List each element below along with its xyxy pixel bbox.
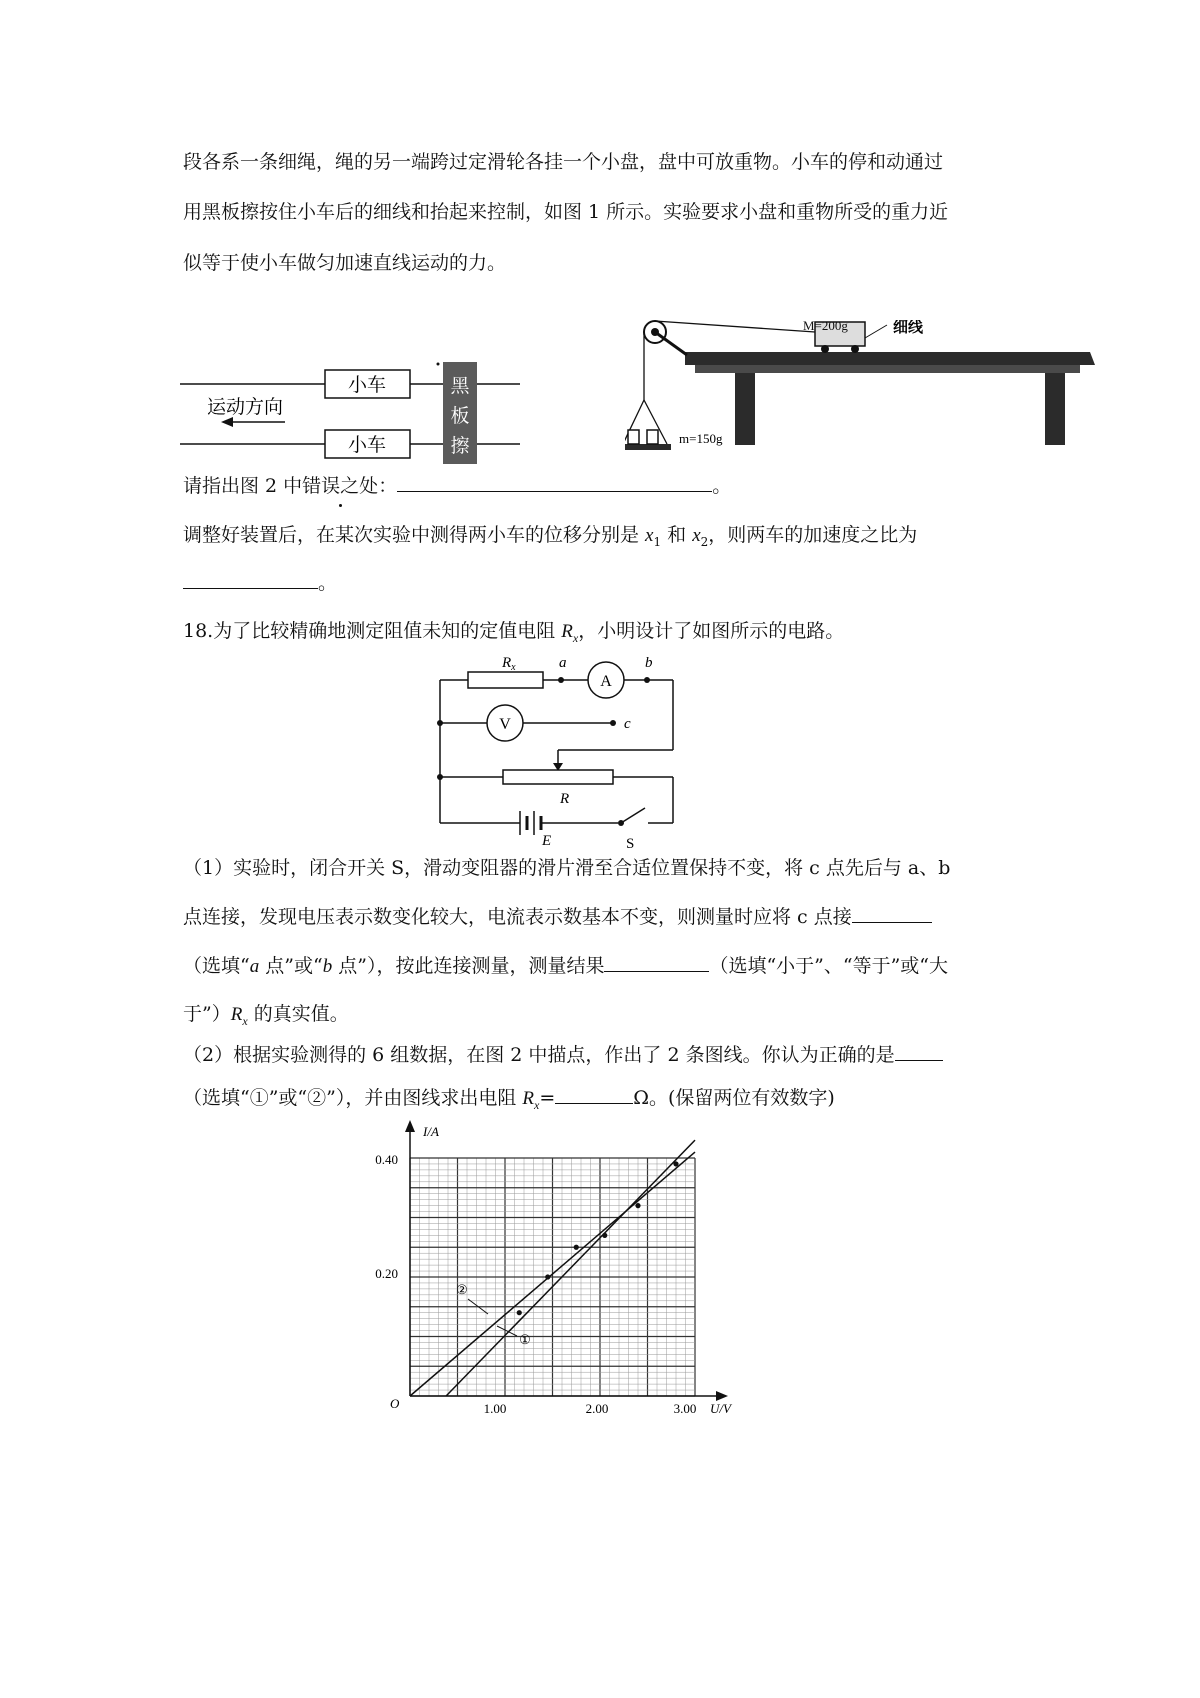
q18-part1-line1: （1）实验时，闭合开关 S，滑动变阻器的滑片滑至合适位置保持不变，将 c 点先后与 a、b xyxy=(183,857,951,879)
pan xyxy=(625,444,671,450)
q18-stem: 18.为了比较精确地测定阻值未知的定值电阻 $R_x$，小明设计了如图所示的电路。 xyxy=(183,620,845,645)
iu-graph xyxy=(360,1118,740,1418)
table-leg-right xyxy=(1045,373,1065,445)
eraser-char-3: 擦 xyxy=(450,436,470,457)
circuit-diagram xyxy=(430,655,700,855)
data-point xyxy=(574,1245,579,1250)
node-a-label: a xyxy=(559,655,567,671)
data-point xyxy=(545,1274,550,1279)
y-tick-1: 0.20 xyxy=(375,1266,398,1281)
cart-mass-label: M=200g xyxy=(803,320,848,333)
line-1-label: ① xyxy=(519,1332,531,1347)
q18-part1-line2: 点连接，发现电压表示数变化较大，电流表示数基本不变，则测量时应将 c 点接 xyxy=(183,902,932,932)
node-c xyxy=(610,720,616,726)
q18-part1-line4: 于$”)R_x$ 的真实值。 xyxy=(183,1003,349,1028)
q17-ratio-answer-line: 。 xyxy=(183,568,337,598)
paragraph-line-1: 段各系一条细绳，绳的另一端跨过定滑轮各挂一个小盘，盘中可放重物。小车的停和动通过 xyxy=(183,151,944,173)
x-axis-label: U/V xyxy=(710,1401,731,1416)
fit-line-1 xyxy=(446,1140,695,1396)
x-tick-1: 1.00 xyxy=(483,1401,507,1416)
q18-part2-line2: （选填“①”或“②”），并由图线求出电阻 $R_x= \Omega$。(保留两位有效数字) xyxy=(183,1083,835,1120)
origin-label: O xyxy=(390,1396,400,1411)
voltmeter-label: V xyxy=(499,716,511,733)
line-1-pointer xyxy=(497,1326,517,1336)
answer-blank-resistance[interactable] xyxy=(555,1083,633,1104)
line-2-label: ② xyxy=(456,1282,468,1297)
battery-label: E xyxy=(542,833,552,849)
x-tick-2: 2.00 xyxy=(585,1401,609,1416)
node-b-label: b xyxy=(645,655,653,671)
motion-direction-label: 运动方向 xyxy=(207,397,284,418)
rx-label: $R_x$ xyxy=(502,655,516,673)
y-axis-label: I/A xyxy=(423,1124,439,1139)
q17-error-prompt: 请指出图 2 中错误之处： 。 xyxy=(183,471,731,501)
data-point xyxy=(673,1161,678,1166)
eraser-char-2: 板 xyxy=(450,406,470,427)
ammeter-label: A xyxy=(600,673,612,690)
eraser-char-1: 黑 xyxy=(450,376,470,397)
paragraph-line-2: 用黑板擦按住小车后的细线和抬起来控制，如图 1 所示。实验要求小盘和重物所受的重力近 xyxy=(183,201,949,223)
rheostat-label: R xyxy=(560,791,570,807)
y-axis-arrow xyxy=(405,1120,415,1132)
answer-blank-errors[interactable] xyxy=(397,471,712,492)
node-b xyxy=(644,677,650,683)
data-point xyxy=(517,1310,522,1315)
node-c-label: c xyxy=(624,716,631,732)
paragraph-line-3: 似等于使小车做匀加速直线运动的力。 xyxy=(183,252,507,274)
x-tick-3: 3.00 xyxy=(673,1401,697,1416)
string-label: 细线 xyxy=(893,320,924,336)
motion-arrow-head xyxy=(221,417,233,427)
figure-1-diagram xyxy=(175,360,555,470)
resistor-rx xyxy=(468,672,543,688)
pan-mass-label: m=150g xyxy=(679,431,723,446)
y-tick-2: 0.40 xyxy=(375,1152,398,1167)
answer-blank-measurement[interactable] xyxy=(604,951,709,972)
data-point xyxy=(602,1233,607,1238)
table-top xyxy=(685,352,1095,365)
switch xyxy=(621,808,645,823)
cart-label-bottom: 小车 xyxy=(347,435,387,456)
string xyxy=(655,321,815,332)
node-a xyxy=(558,677,564,683)
q17-adjust-line: 调整好装置后，在某次实验中测得两小车的位移分别是 $x_1$ 和 $x_2$，则两车的加速度之比为 xyxy=(183,524,918,549)
x-axis-arrow xyxy=(716,1391,728,1401)
figure-2-apparatus xyxy=(625,320,1095,480)
answer-blank-ratio[interactable] xyxy=(183,568,318,589)
answer-blank-line-choice[interactable] xyxy=(895,1040,943,1061)
q18-part2-line1: （2）根据实验测得的 6 组数据，在图 2 中描点，作出了 2 条图线。你认为正确的是 xyxy=(183,1040,943,1070)
cart-label-top: 小车 xyxy=(347,375,387,396)
table-leg-left xyxy=(735,373,755,445)
answer-blank-connection[interactable] xyxy=(852,902,932,923)
switch-label: S xyxy=(626,836,635,852)
rheostat xyxy=(503,770,613,784)
q18-part1-line3: （选填“a 点”或“b 点”），按此连接测量，测量结果 （选填“小于”、“等于”或“大 xyxy=(183,951,948,982)
data-point xyxy=(635,1203,640,1208)
dotted-emphasis: 错误之处 xyxy=(302,471,378,501)
